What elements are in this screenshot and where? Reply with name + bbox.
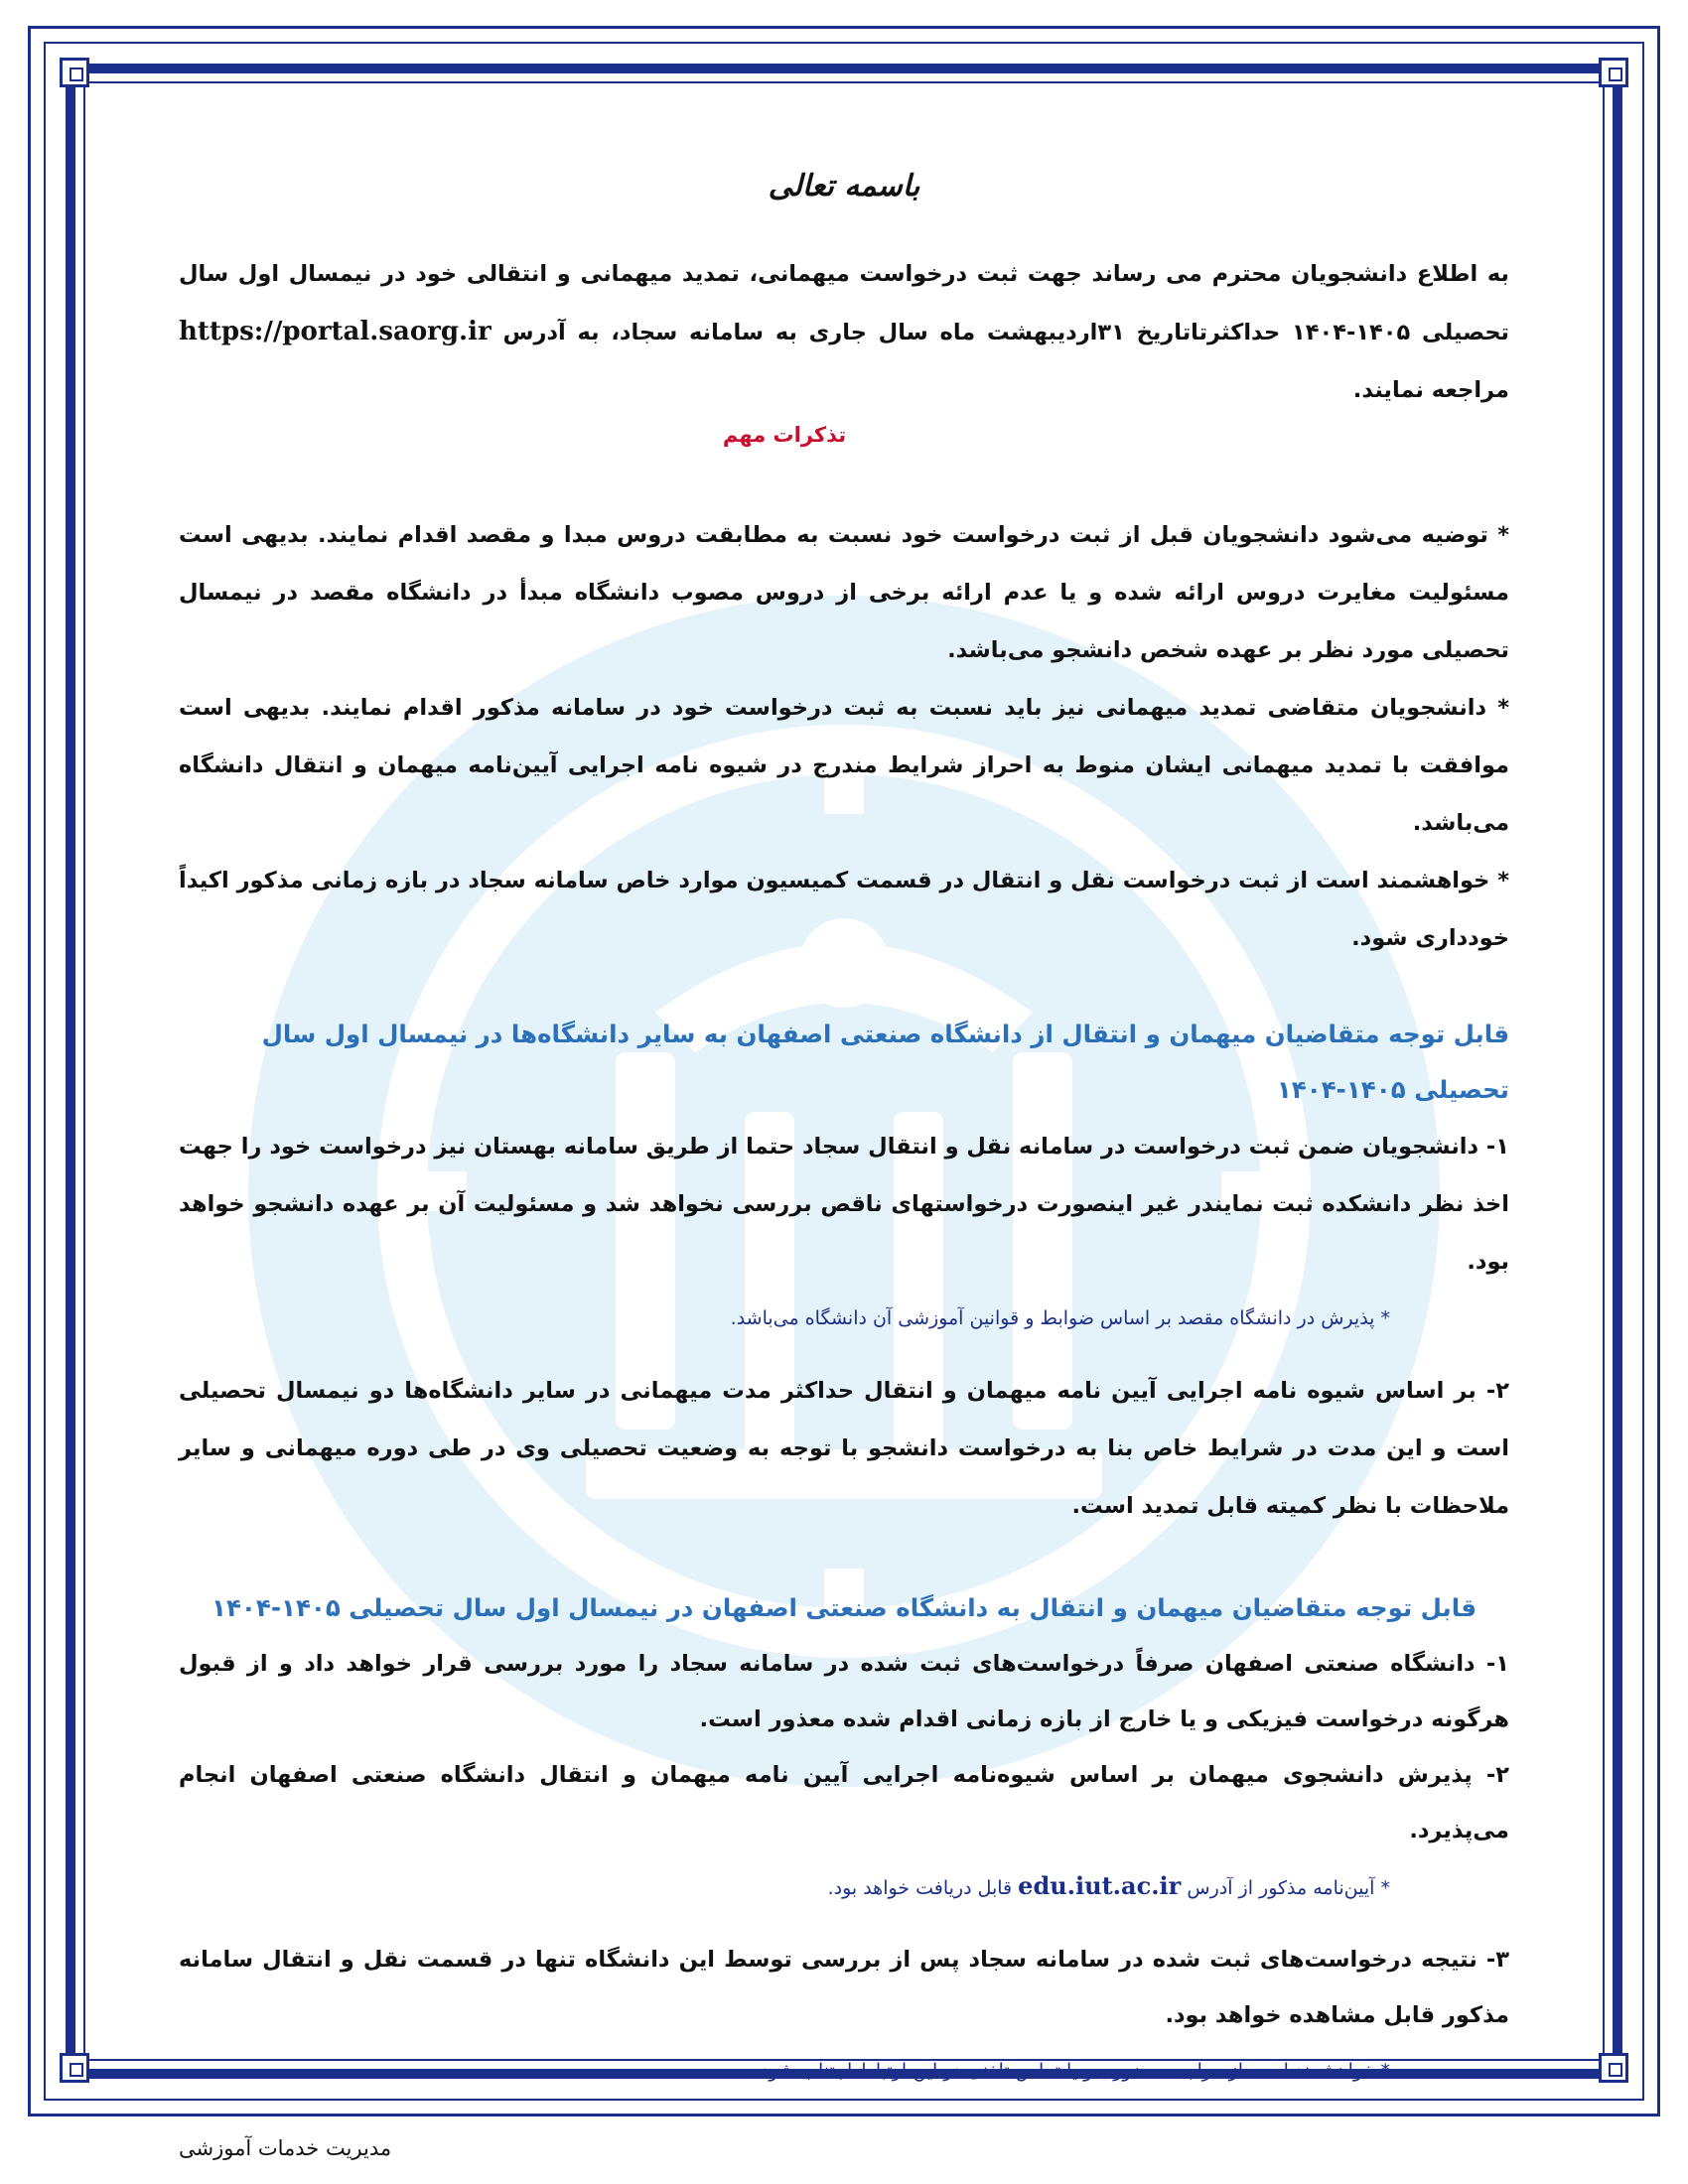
reminder-item: * خواهشمند است از ثبت درخواست نقل و انتقال در قسمت کمیسیون موارد خاص سامانه سجاد در بازه زمانی مذکور اکیداً خودداری شود.: [179, 868, 1509, 951]
reminders-title: تذکرات مهم: [722, 423, 847, 447]
section2-heading: قابل توجه متقاضیان میهمان و انتقال به دانشگاه صنعتی اصفهان در نیمسال اول سال تحصیلی ۱۴۰۵-۱۴۰۴: [211, 1593, 1477, 1622]
section2-note-post: قابل دریافت خواهد بود.: [827, 1877, 1013, 1899]
section1-item: ۱- دانشجویان ضمن ثبت درخواست در سامانه نقل و انتقال سجاد حتما از طریق سامانه بهستان نیز درخواست خود را جهت اخذ نظر دانشکده ثبت نمایندر غیر اینصورت درخواستهای ناقص بررسی نخواهد شد و مسئولیت آن بر عهده دانشجو خواهد بود.: [179, 1134, 1509, 1275]
section2-note-contact: * خواهشمند است از مراجعه حضوری و یا تماس تلفنی در این ارتباط اجتناب شود.: [754, 2060, 1390, 2082]
portal-link[interactable]: https://portal.saorg.ir: [179, 317, 492, 346]
reminder-item: * توضیه می‌شود دانشجویان قبل از ثبت درخواست خود نسبت به مطابقت دروس مبدا و مقصد اقدام نمایند. بدیهی است مسئولیت مغایرت دروس ارائه شده و یا عدم ارائه برخی از دروس مصوب دانشگاه مبدأ در دانشگاه مقصد در نیمسال تحصیلی مورد نظر بر عهده شخص دانشجو می‌باشد.: [179, 522, 1509, 663]
announcement-body: [179, 169, 1509, 2160]
signature: مدیریت خدمات آموزشی: [179, 2136, 392, 2160]
intro-paragraph: [179, 245, 1509, 419]
intro-text: به اطلاع دانشجویان محترم می رساند جهت ثبت درخواست میهمانی، تمدید میهمانی و انتقالی خود در نیمسال اول سال تحصیلی ۱۴۰۵-۱۴۰۴ حداکثرتاتاریخ ۳۱اردیبهشت ماه سال جاری به سامانه سجاد، به آدرس: [179, 261, 1509, 345]
section2-item: ۱- دانشگاه صنعتی اصفهان صرفاً درخواست‌های ثبت شده در سامانه سجاد را مورد بررسی قرار خواهد داد و از قبول هرگونه درخواست فیزیکی و یا خارج از بازه زمانی اقدام شده معذور است.: [179, 1651, 1509, 1732]
section2-item: ۳- نتیجه درخواست‌های ثبت شده در سامانه سجاد پس از بررسی توسط این دانشگاه تنها در قسمت نقل و انتقال سامانه مذکور قابل مشاهده خواهد بود.: [179, 1947, 1509, 2028]
corner-ornament-icon: [60, 58, 89, 87]
reminder-item: * دانشجویان متقاضی تمدید میهمانی نیز باید نسبت به ثبت درخواست خود در سامانه مذکور اقدام نمایند. بدیهی است موافقت با تمدید میهمانی ایشان منوط به احراز شرایط مندرج در شیوه نامه اجرایی آیین‌نامه میهمان و انتقال دانشگاه می‌باشد.: [179, 695, 1509, 836]
corner-ornament-icon: [1599, 2053, 1628, 2083]
intro-tail: مراجعه نمایند.: [1352, 377, 1509, 403]
section2-item: ۲- پذیرش دانشجوی میهمان بر اساس شیوه‌نامه اجرایی آیین نامه میهمان و انتقال دانشگاه صنعتی اصفهان انجام می‌پذیرد.: [179, 1762, 1509, 1843]
section2-note: [179, 1866, 1390, 1908]
edu-link[interactable]: edu.iut.ac.ir: [1018, 1871, 1182, 1900]
section2-note-pre: * آیین‌نامه مذکور از آدرس: [1187, 1877, 1390, 1899]
corner-ornament-icon: [60, 2053, 89, 2083]
section1-note: * پذیرش در دانشگاه مقصد بر اساس ضوابط و قوانین آموزشی آن دانشگاه می‌باشد.: [730, 1307, 1390, 1329]
section1-item: ۲- بر اساس شیوه نامه اجرایی آیین نامه میهمان و انتقال حداکثر مدت میهمانی در سایر دانشگاه‌ها دو نیمسال تحصیلی است و این مدت در شرایط خاص بنا به درخواست دانشجو با توجه به وضعیت تحصیلی وی در طی دوره میهمانی و سایر ملاحظات با نظر کمیته قابل تمدید است.: [179, 1378, 1509, 1519]
section1-heading: قابل توجه متقاضیان میهمان و انتقال از دانشگاه صنعتی اصفهان به سایر دانشگاه‌ها در نیمسال اول سال تحصیلی ۱۴۰۵-۱۴۰۴: [261, 1020, 1509, 1104]
page-title: باسمه تعالی: [768, 169, 920, 204]
corner-ornament-icon: [1599, 58, 1628, 87]
